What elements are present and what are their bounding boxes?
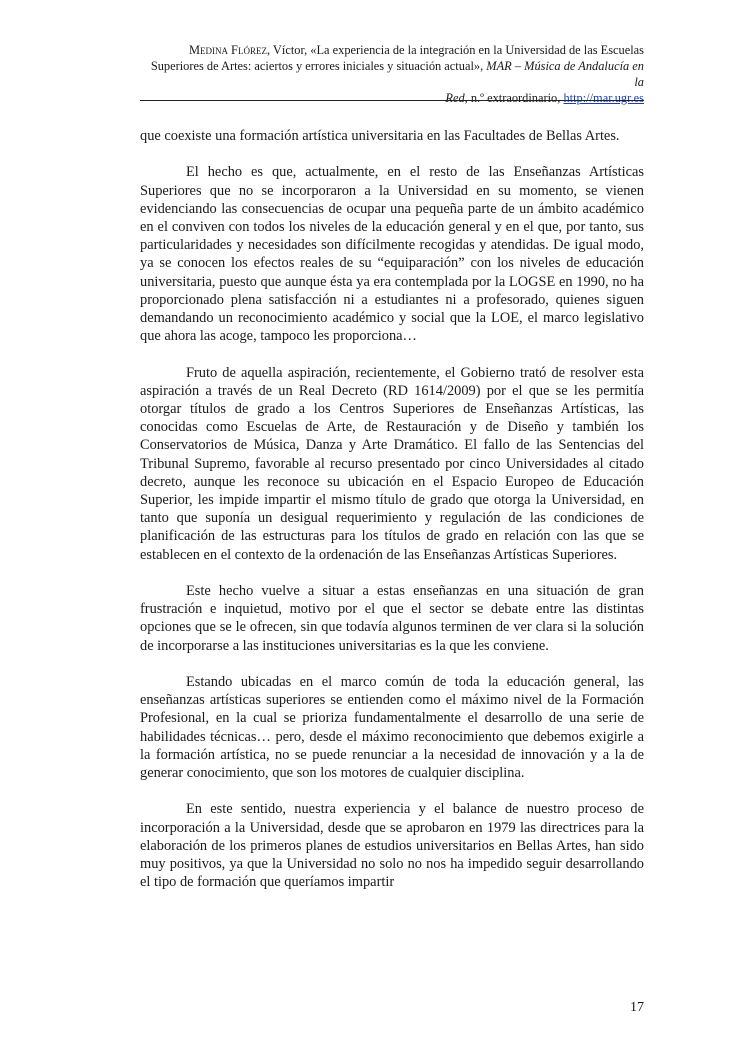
- paragraph-continuation: que coexiste una formación artística universitaria en las Facultades de Bellas Artes.: [140, 128, 620, 144]
- body-text: [140, 127, 644, 910]
- journal-title: MAR – Música de Andalucía en la: [486, 59, 644, 89]
- paragraph: El hecho es que, actualmente, en el resto de las Enseñanzas Artísticas Superiores que no se incorporaron a la Universidad en su momento, se vienen evidenciando las consecuencias de ocupar una pequeña parte de un ámbito académico en el conviven con todos los niveles de la educación general y en el que, por tanto, sus particularidades y necesidades son difícilmente recogidas y atendidas. De igual modo, ya se conocen los efectos reales de su “equiparación” con los niveles de educación universitaria, puesto que aunque ésta ya era contemplada por la LOGSE en 1990, no ha proporcionado plena satisfacción ni a estudiantes ni a profesorado, quienes siguen demandando un reconocimiento académico y social que la LOE, el marco legislativo que ahora las acoge, tampoco les proporciona…: [140, 164, 644, 345]
- running-header: [140, 42, 644, 106]
- paragraph: Estando ubicadas en el marco común de toda la educación general, las enseñanzas artísticas superiores se entienden como el máximo nivel de la Formación Profesional, en la cual se prioriza fundamentalmente el desarrollo de una serie de habilidades técnicas… pero, desde el máximo reconocimiento que debemos exigirle a la formación artística, no se puede renunciar a la necesidad de innovación y a la de generar conocimiento, que son los motores de cualquier disciplina.: [140, 674, 644, 782]
- header-line-2: Superiores de Artes: aciertos y errores iniciales y situación actual», MAR – Música de Andalucía en la: [150, 59, 644, 89]
- author-name: Medina Flórez: [188, 43, 267, 57]
- header-line-1: Medina Flórez, Víctor, «La experiencia de la integración en la Universidad de las Escuelas: [188, 43, 644, 57]
- header-line-3: Red, n.º extraordinario, http://mar.ugr.es: [445, 91, 644, 105]
- paragraph: Este hecho vuelve a situar a estas enseñanzas en una situación de gran frustración e inquietud, motivo por el que el sector se debate entre las distintas opciones que se le ofrecen, sin que todavía algunos terminen de ver clara si la solución de incorporarse a las instituciones universitarias es la que les conviene.: [140, 583, 644, 654]
- journal-link[interactable]: http://mar.ugr.es: [563, 91, 644, 105]
- paragraph: Fruto de aquella aspiración, recientemente, el Gobierno trató de resolver esta aspiración a través de un Real Decreto (RD 1614/2009) por el que se les permitía otorgar títulos de grado a los Centros Superiores de Enseñanzas Artísticas, las conocidas como Escuelas de Arte, de Restauración y de Diseño y también los Conservatorios de Música, Danza y Arte Dramático. El fallo de las Sentencias del Tribunal Supremo, favorable al recurso presentado por cinco Universidades al citado decreto, aunque les reconoce su ubicación en el Espacio Europeo de Educación Superior, les impide impartir el mismo título de grado que otorga la Universidad, en tanto que suponía un desigual requerimiento y regulación de las condiciones de planificación de las estructuras para los títulos de grado en relación con las que se establecen en el contexto de la ordenación de las Enseñanzas Artísticas Superiores.: [140, 364, 644, 563]
- paragraph: En este sentido, nuestra experiencia y el balance de nuestro proceso de incorporación a la Universidad, desde que se aprobaron en 1979 las directrices para la elaboración de los primeros planes de estudios universitarios en Bellas Artes, han sido muy positivos, ya que la Universidad no solo no nos ha impedido seguir desarrollando el tipo de formación que queríamos impartir: [140, 801, 644, 891]
- page-number: 17: [630, 1000, 644, 1015]
- header-divider: [140, 100, 644, 101]
